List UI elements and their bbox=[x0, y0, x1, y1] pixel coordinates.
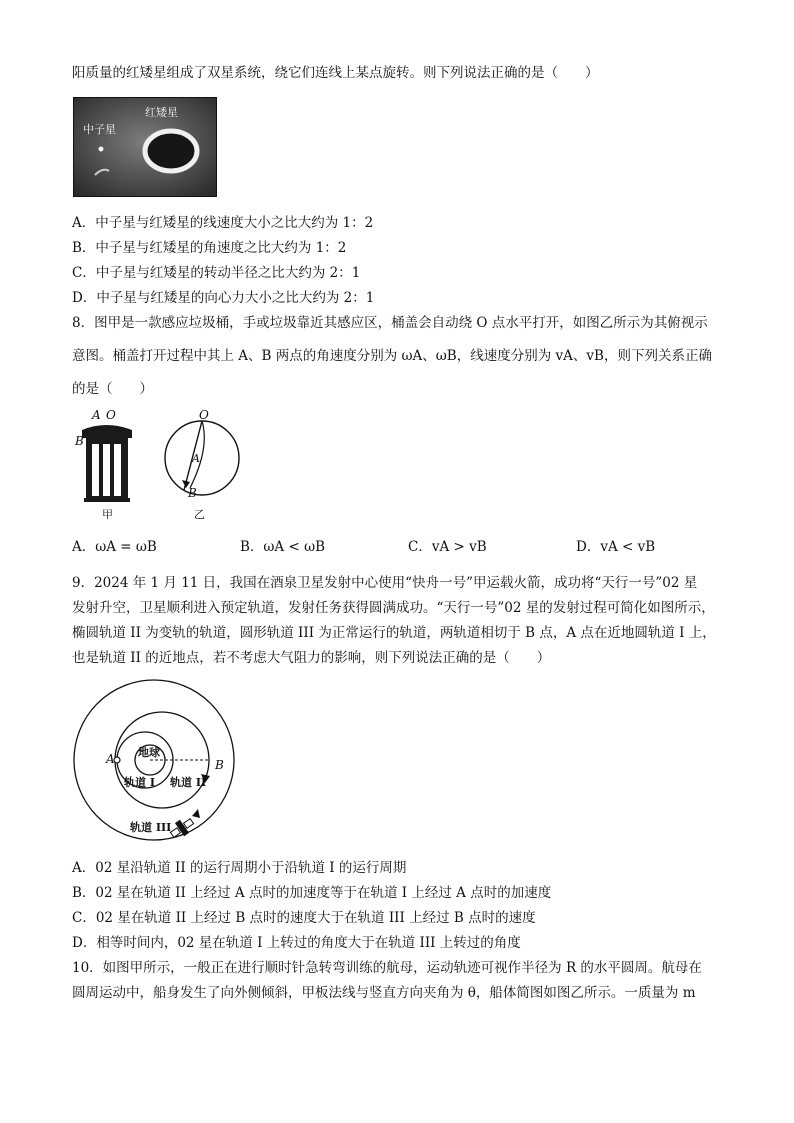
binary-star-photo bbox=[73, 97, 217, 197]
q7-option-d: D．中子星与红矮星的向心力大小之比大约为 2：1 bbox=[72, 290, 375, 306]
q8-line-1: 8．图甲是一款感应垃圾桶，手或垃圾靠近其感应区，桶盖会自动绕 O 点水平打开，如图乙所示为其俯视示 bbox=[72, 315, 708, 331]
orbit-diagram bbox=[72, 676, 242, 848]
orbit-label-b: B bbox=[215, 758, 224, 772]
q9-line-4: 也是轨道 II 的近地点，若不考虑大气阻力的影响，则下列说法正确的是（ ） bbox=[72, 650, 551, 666]
q9-line-3: 椭圆轨道 II 为变轨的轨道，圆形轨道 III 为正常运行的轨道，两轨道相切于 B 点，A 点在近地圆轨道 I 上， bbox=[72, 625, 716, 641]
figure-yi-label: 乙 bbox=[194, 508, 205, 521]
figure-jia-label: 甲 bbox=[102, 508, 113, 521]
q7-option-c: C．中子星与红矮星的转动半径之比大约为 2：1 bbox=[72, 265, 361, 281]
orbit-2-label: 轨道 II bbox=[170, 776, 207, 789]
q7-stem: 阳质量的红矮星组成了双星系统，绕它们连线上某点旋转。则下列说法正确的是（ ） bbox=[72, 65, 599, 81]
trash-label-a: A bbox=[92, 408, 101, 422]
q9-option-b: B．02 星在轨道 II 上经过 A 点时的加速度等于在轨道 I 上经过 A 点时的加速度 bbox=[72, 885, 552, 901]
q9-line-2: 发射升空，卫星顺利进入预定轨道，发射任务获得圆满成功。“天行一号”02 星的发射过程可简化如图所示， bbox=[72, 600, 715, 616]
trash-label-o: O bbox=[106, 408, 116, 422]
q8-line-3: 的是（ ） bbox=[72, 381, 153, 397]
q10-line-1: 10．如图甲所示，一般正在进行顺时针急转弯训练的航母，运动轨迹可视作半径为 R 的水平圆周。航母在 bbox=[72, 960, 702, 976]
earth-label: 地球 bbox=[138, 746, 160, 759]
topview-label-a: A bbox=[192, 452, 200, 465]
trash-lid-topview-figure bbox=[160, 408, 244, 523]
q8-option-c: C．vA > vB bbox=[408, 539, 487, 555]
q9-option-c: C．02 星在轨道 II 上经过 B 点时的速度大于在轨道 III 上经过 B 点时的速度 bbox=[72, 910, 536, 926]
red-dwarf-label: 红矮星 bbox=[145, 106, 178, 119]
q9-option-a: A．02 星沿轨道 II 的运行周期小于沿轨道 I 的运行周期 bbox=[72, 860, 407, 876]
neutron-star-label: 中子星 bbox=[83, 123, 116, 136]
topview-label-o: O bbox=[199, 408, 209, 422]
orbit-label-a: A bbox=[106, 752, 115, 766]
trash-can-figure bbox=[72, 408, 142, 523]
q7-option-a: A．中子星与红矮星的线速度大小之比大约为 1：2 bbox=[72, 215, 374, 231]
orbit-3-label: 轨道 III bbox=[130, 821, 172, 834]
q9-option-d: D．相等时间内，02 星在轨道 I 上转过的角度大于在轨道 III 上转过的角度 bbox=[72, 935, 521, 951]
q8-option-b: B．ωA < ωB bbox=[240, 539, 326, 555]
q8-line-2: 意图。桶盖打开过程中其上 A、B 两点的角速度分别为 ωA、ωB，线速度分别为 vA、vB，则下列关系正确 bbox=[72, 348, 712, 364]
q7-option-b: B．中子星与红矮星的角速度之比大约为 1：2 bbox=[72, 240, 347, 256]
q9-line-1: 9．2024 年 1 月 11 日，我国在酒泉卫星发射中心使用“快舟一号”甲运载火箭，成功将“天行一号”02 星 bbox=[72, 575, 698, 591]
q8-option-d: D．vA < vB bbox=[576, 539, 656, 555]
orbit-1-label: 轨道 I bbox=[124, 776, 155, 789]
trash-label-b: B bbox=[75, 434, 84, 448]
topview-label-b: B bbox=[188, 486, 197, 500]
q8-option-a: A．ωA = ωB bbox=[72, 539, 157, 555]
q10-line-2: 圆周运动中，船身发生了向外侧倾斜，甲板法线与竖直方向夹角为 θ，船体简图如图乙所示。一质量为 m bbox=[72, 985, 696, 1001]
